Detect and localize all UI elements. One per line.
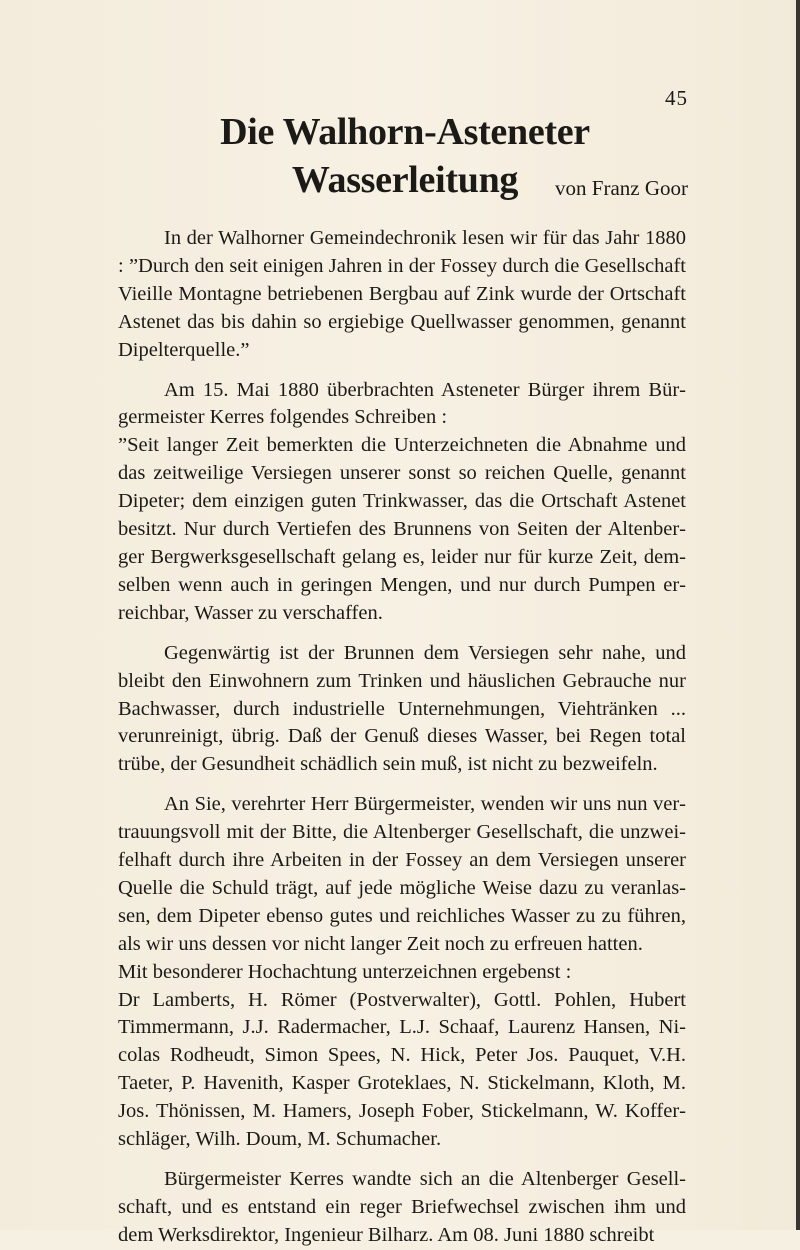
- article-body: [118, 225, 686, 1250]
- page-number: 45: [665, 86, 688, 110]
- paragraph-chronicle: In der Walhorner Gemeindechronik lesen wir für das Jahr 1880 : ”Durch den seit einigen Jahren in der Fossey durch die Gesellschaft Vieille Montagne betriebenen Bergbau auf Zink wurde der Ortschaft Astenet das bis dahin so ergiebige Quellwasser genommen, genannt Dipelterquelle.”: [118, 227, 686, 361]
- author-byline: von Franz Goor: [555, 176, 688, 200]
- paragraph-letter-closing: Mit besonderer Hochachtung unterzeichnen ergebenst :: [118, 960, 572, 983]
- paragraph-may-1880: Am 15. Mai 1880 überbrachten Asteneter Bürger ihrem Bürgermeister Kerres folgendes Schreiben :: [118, 378, 686, 429]
- paragraph-letter-current-state: Gegenwärtig ist der Brunnen dem Versiegen sehr nahe, und bleibt den Einwohnern zum Trinken und häuslichen Gebrauche nur Bachwasser, durch industrielle Unternehmungen, Viehtränken ... verunreinigt, übrig. Daß der Genuß dieses Wasser, bei Regen total trübe, der Gesundheit schädlich sein muß, ist nicht zu bezweifeln.: [118, 641, 686, 776]
- paragraph-signatories: Dr Lamberts, H. Römer (Postverwalter), Gottl. Pohlen, Hubert Timmermann, J.J. Radermacher, L.J. Schaaf, Laurenz Hansen, Nicolas Rodheudt, Simon Spees, N. Hick, Peter Jos. Pauquet, V.H. Taeter, P. Havenith, Kasper Groteklaes, N. Stickelmann, Kloth, M. Jos. Thönissen, M. Hamers, Joseph Fober, Stickelmann, W. Kofferschläger, Wilh. Doum, M. Schumacher.: [118, 988, 686, 1151]
- page-edge: [796, 0, 800, 1230]
- article-title: Die Walhorn-Asteneter Wasserleitung: [220, 111, 590, 201]
- paragraph-correspondence: Bürgermeister Kerres wandte sich an die Altenberger Gesellschaft, und es entstand ein reger Briefwechsel zwischen ihm und dem Werksdirektor, Ingenieur Bilharz. Am 08. Juni 1880 schreibt: [118, 1168, 686, 1246]
- paragraph-letter-opening: ”Seit langer Zeit bemerkten die Unterzeichneten die Abnahme und das zeitweilige Versiegen unserer sonst so reichen Quelle, genannt Dipeter; dem einzigen guten Trinkwasser, das die Ortschaft Astenet besitzt. Nur durch Vertiefen des Brunnens von Seiten der Altenberger Bergwerksgesellschaft gelang es, leider nur für kurze Zeit, demselben wenn auch in geringen Mengen, und nur durch Pumpen erreichbar, Wasser zu verschaffen.: [118, 434, 686, 624]
- paragraph-letter-request: An Sie, verehrter Herr Bürgermeister, wenden wir uns nun vertrauungsvoll mit der Bitte, die Altenberger Gesellschaft, die unzweifelhaft durch ihre Arbeiten in der Fossey an dem Versiegen unserer Quelle die Schuld trägt, auf jede mögliche Weise dazu zu veranlassen, dem Dipeter ebenso gutes und reichliches Wasser zu zu führen, als wir uns dessen vor nicht langer Zeit noch zu erfreuen hatten.: [118, 793, 686, 955]
